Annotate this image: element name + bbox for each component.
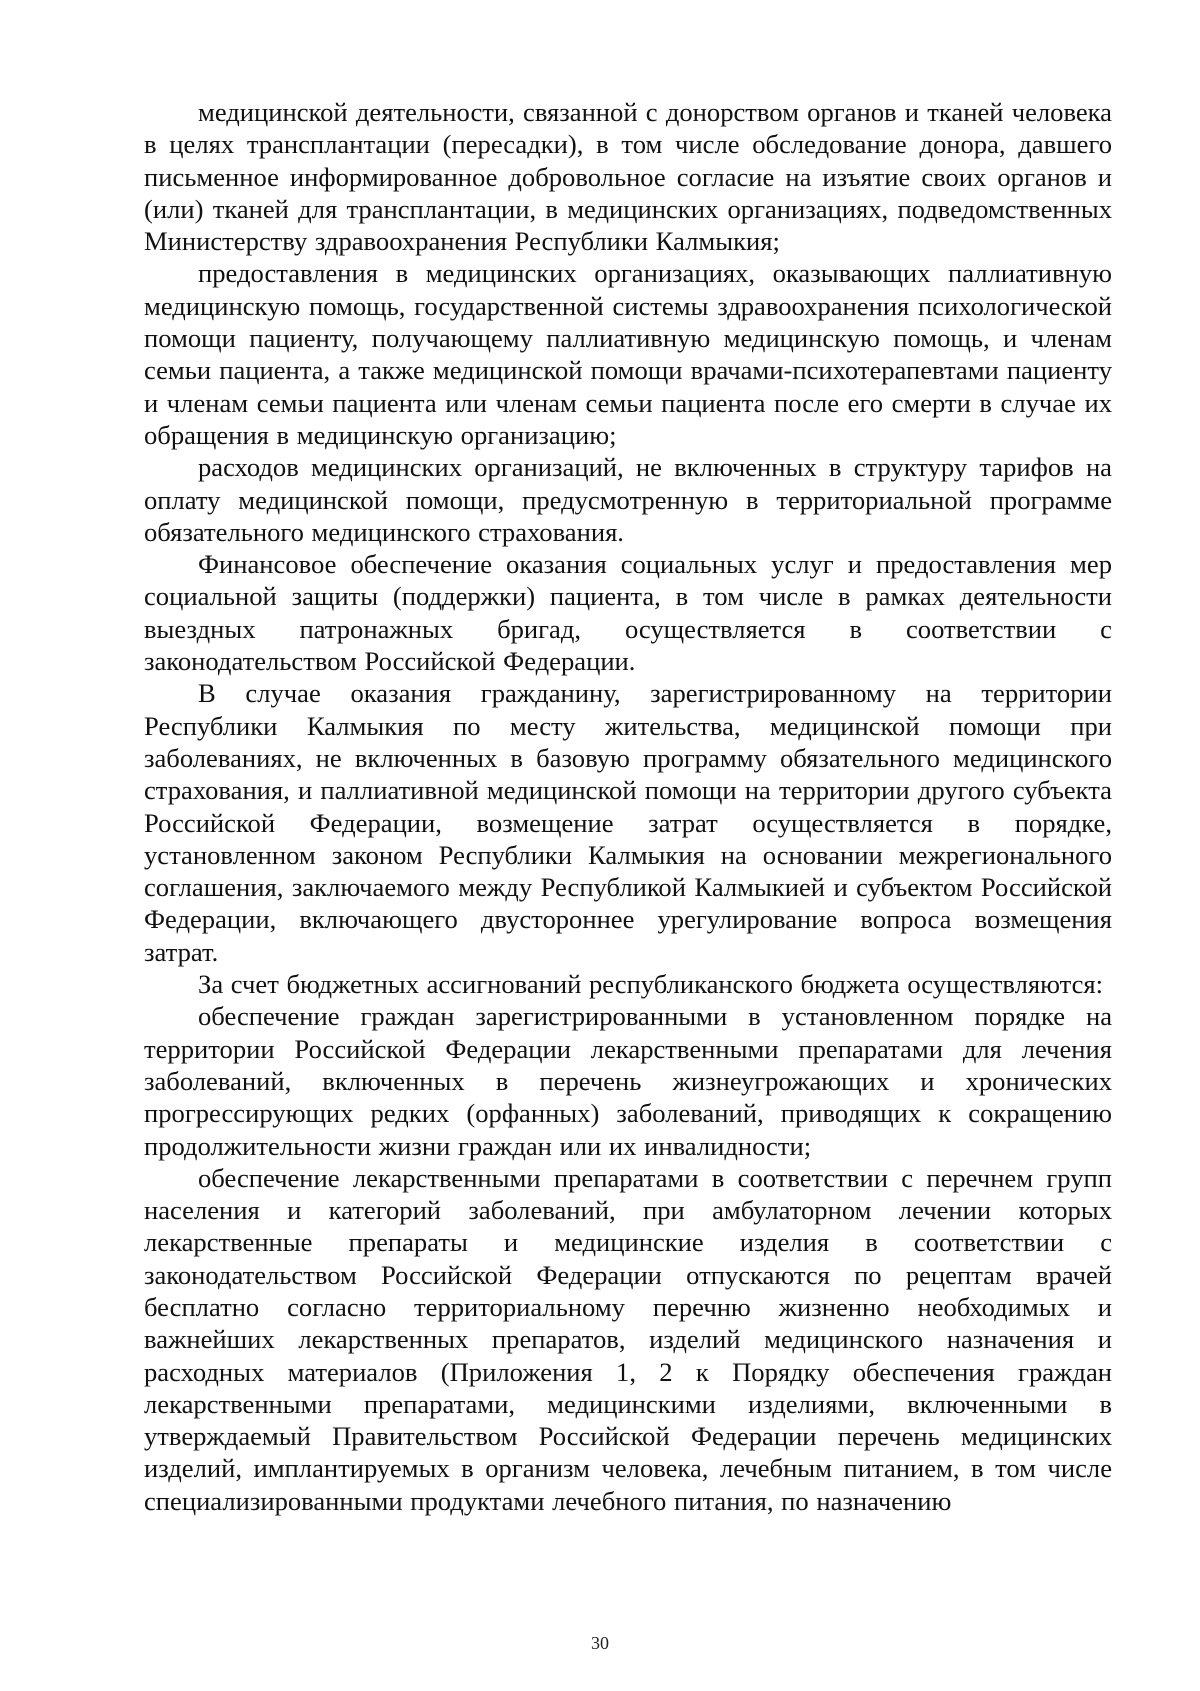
page-number: 30 [591,1633,609,1653]
body-text [144,96,1112,1517]
paragraph-6: За счет бюджетных ассигнований республиканского бюджета осуществляются: [198,969,1104,1000]
paragraph-1: медицинской деятельности, связанной с донорством органов и тканей человека в целях трансплантации (пересадки), в том числе обследование донора, давшего письменное информированное добровольное согласие на изъятие своих органов и (или) тканей для трансплантации, в медицинских организациях, подведомственных Министерству здравоохранения Республики Калмыкия; [144,97,1112,257]
paragraph-8: обеспечение лекарственными препаратами в соответствии с перечнем групп населения и категорий заболеваний, при амбулаторном лечении которых лекарственные препараты и медицинские изделия в соответствии с законодательством Российской Федерации отпускаются по рецептам врачей бесплатно согласно территориальному перечню жизненно необходимых и важнейших лекарственных препаратов, изделий медицинского назначения и расходных материалов (Приложения 1, 2 к Порядку обеспечения граждан лекарственными препаратами, медицинскими изделиями, включенными в утверждаемый Правительством Российской Федерации перечень медицинских изделий, имплантируемых в организм человека, лечебным питанием, в том числе специализированными продуктами лечебного питания, по назначению [144,1162,1112,1516]
paragraph-3: расходов медицинских организаций, не включенных в структуру тарифов на оплату медицинской помощи, предусмотренную в территориальной программе обязательного медицинского страхования. [144,452,1112,547]
paragraph-2: предоставления в медицинских организациях, оказывающих паллиативную медицинскую помощь, государственной системы здравоохранения психологической помощи пациенту, получающему паллиативную медицинскую помощь, и членам семьи пациента, а также медицинской помощи врачами-психотерапевтами пациенту и членам семьи пациента или членам семьи пациента после его смерти в случае их обращения в медицинскую организацию; [144,258,1112,450]
paragraph-7: обеспечение граждан зарегистрированными в установленном порядке на территории Российской Федерации лекарственными препаратами для лечения заболеваний, включенных в перечень жизнеугрожающих и хронических прогрессирующих редких (орфанных) заболеваний, приводящих к сокращению продолжительности жизни граждан или их инвалидности; [144,1001,1112,1161]
paragraph-4: Финансовое обеспечение оказания социальных услуг и предоставления мер социальной защиты (поддержки) пациента, в том числе в рамках деятельности выездных патронажных бригад, осуществляется в соответствии с законодательством Российской Федерации. [144,549,1112,677]
paragraph-5: В случае оказания гражданину, зарегистрированному на территории Республики Калмыкия по месту жительства, медицинской помощи при заболеваниях, не включенных в базовую программу обязательного медицинского страхования, и паллиативной медицинской помощи на территории другого субъекта Российской Федерации, возмещение затрат осуществляется в порядке, установленном законом Республики Калмыкия на основании межрегионального соглашения, заключаемого между Республикой Калмыкией и субъектом Российской Федерации, включающего двустороннее урегулирование вопроса возмещения затрат. [144,678,1112,967]
